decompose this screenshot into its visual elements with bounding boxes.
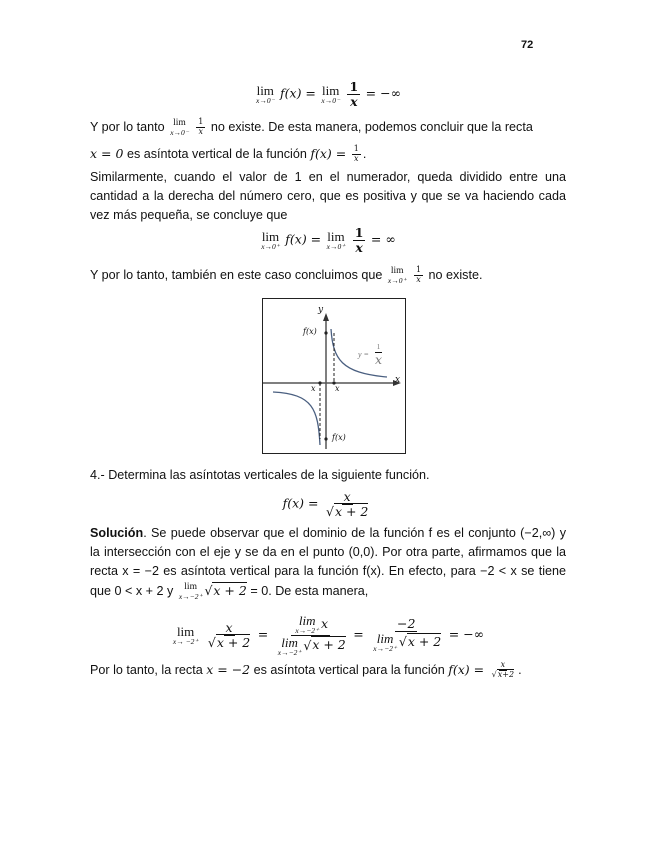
curve-label: y = $\frac{1}{x}$ bbox=[358, 343, 383, 367]
x-left-label: x bbox=[311, 384, 316, 393]
x-right-label: x bbox=[335, 384, 340, 393]
reciprocal-graph bbox=[262, 298, 406, 454]
paragraph-3: Similarmente, cuando el valor de 1 en el numerador, queda dividido entre una cantidad a la derecha del número cero, que es positiva y que se va haciendo cada vez más pequeña, se concluye que bbox=[90, 170, 566, 222]
y-label: y bbox=[318, 305, 324, 315]
curve-left-branch bbox=[273, 392, 320, 445]
paragraph-1: Y por lo tanto lim x→0⁻ $\frac{1}{x}$ no existe. De esta manera, podemos concluir que la recta bbox=[90, 117, 533, 137]
paragraph-2: x = 0 es asíntota vertical de la función f(x) = $\frac{1}{x}$ . bbox=[90, 144, 367, 164]
equation-limit-chain: lim x→ −2⁺ $\frac{x}{√x + 2}$ = lim x→−2⁺ x lim x→−2⁺ √x + 2 = −2 lim x→−2⁺ √x + 2 = −∞ bbox=[172, 613, 485, 657]
equation-left-limit bbox=[0, 80, 655, 109]
equation-right-limit: lim x→0⁺ f(x) = lim x→0⁺ $\frac{1}{x}$ = ∞ bbox=[261, 225, 396, 255]
graph-svg bbox=[263, 299, 405, 453]
fx-bottom-label: f(x) bbox=[332, 433, 346, 442]
result: = −∞ bbox=[365, 85, 402, 101]
fx-top-label: f(x) bbox=[303, 327, 317, 336]
fx: f(x) = bbox=[280, 85, 316, 101]
x-label: x bbox=[395, 375, 401, 385]
solution-paragraph: Solución. Se puede observar que el dominio de la función f es el conjunto (−2,∞) y la intersección con el eje y se da en el punto (0,0). Por otra parte, afirmamos que la recta x = −2 es asíntota vertical para la función f(x). En efecto, para −2 < x se tiene que 0 < x + 2 y lim x→−2⁺ √x + 2 = 0. De esta manera, bbox=[90, 526, 566, 601]
function-definition: f(x) = $\frac{x}{√x + 2}$ bbox=[282, 489, 369, 519]
fraction: $\frac{1}{x}$ bbox=[349, 79, 359, 109]
limit: lim x→0⁻ bbox=[321, 83, 340, 105]
page-number: 72 bbox=[521, 39, 534, 51]
limit: lim x→0⁻ bbox=[255, 83, 275, 105]
paragraph-4: Y por lo tanto, también en este caso concluimos que lim x→0⁺ $\frac{1}{x}$ no existe. bbox=[90, 265, 483, 285]
y-axis-arrow bbox=[323, 313, 329, 321]
exercise-4-heading: 4.- Determina las asíntotas verticales de la siguiente función. bbox=[90, 468, 430, 482]
conclusion-paragraph: Por lo tanto, la recta x = −2 es asíntota vertical para la función f(x) = $\frac{x}{√x+2}$ . bbox=[90, 660, 522, 680]
